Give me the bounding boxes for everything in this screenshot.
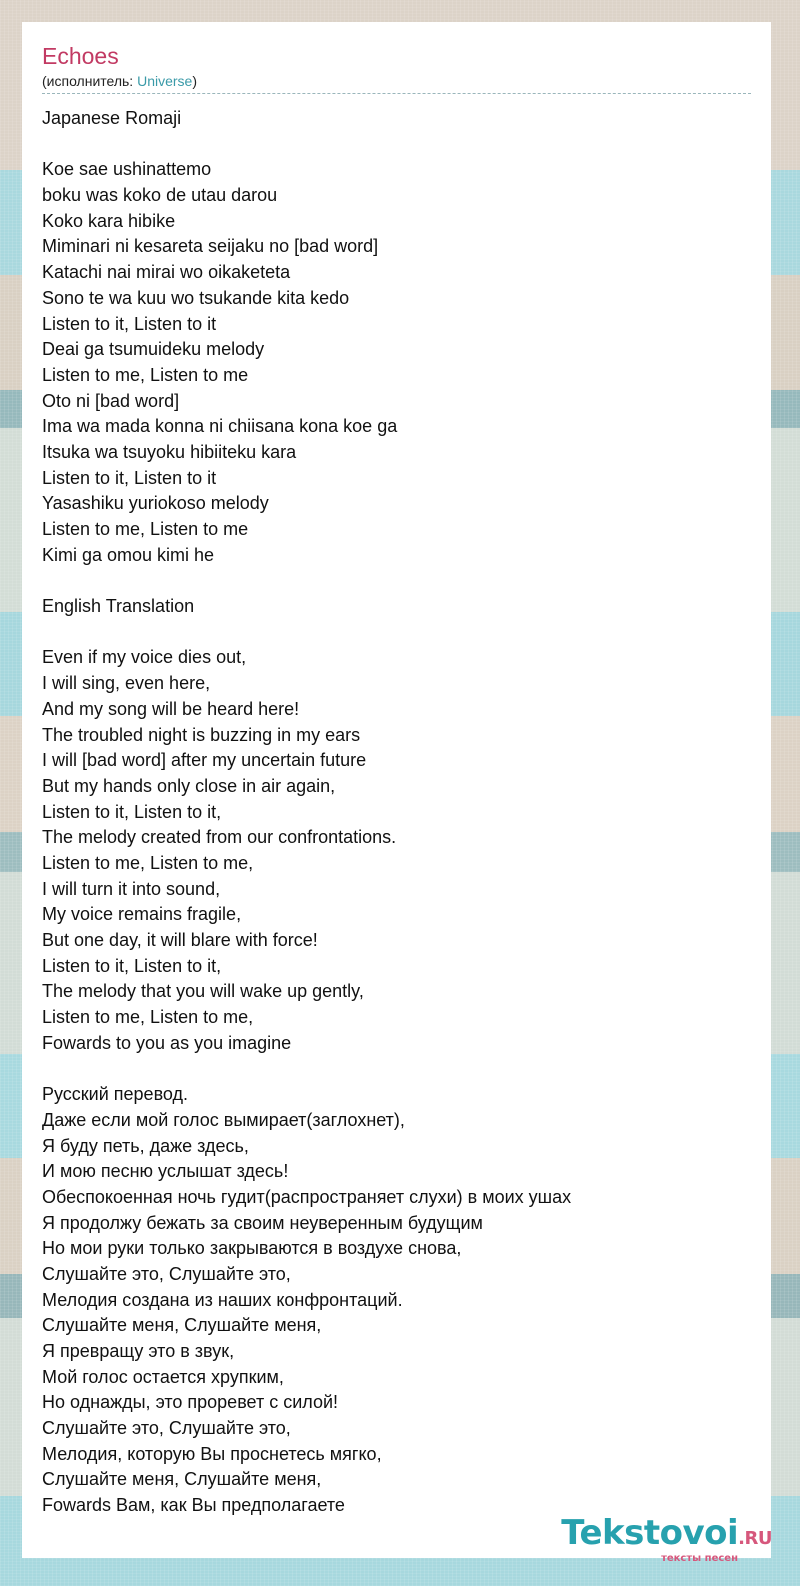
lyric-line: Listen to me, Listen to me,	[42, 852, 254, 873]
lyric-line: Katachi nai mirai wo oikaketeta	[42, 262, 291, 283]
lyric-line: Но мои руки только закрываются в воздухе снова,	[42, 1238, 462, 1259]
logo-tagline: тексты песен	[661, 1553, 738, 1564]
lyric-line	[42, 620, 751, 646]
lyric-line: Fowards to you as you imagine	[42, 1032, 292, 1053]
lyric-line: But my hands only close in air again,	[42, 775, 336, 796]
lyric-line: И мою песню услышат здесь!	[42, 1161, 289, 1182]
artist-link[interactable]: Universe	[137, 73, 193, 89]
lyric-line: Мой голос остается хрупким,	[42, 1366, 284, 1387]
logo-tld: .RU	[738, 1528, 772, 1549]
lyric-line: I will [bad word] after my uncertain future	[42, 750, 367, 771]
lyric-line: Мелодия, которую Вы проснетесь мягко,	[42, 1443, 382, 1464]
lyric-line: Sono te wa kuu wo tsukande kita kedo	[42, 287, 350, 308]
lyric-line: Koko kara hibike	[42, 210, 176, 231]
logo-text: Tekstovoi	[561, 1513, 739, 1553]
artist-line	[42, 72, 751, 94]
lyric-line: Listen to it, Listen to it,	[42, 801, 222, 822]
lyric-line: Listen to me, Listen to me	[42, 364, 249, 385]
lyric-line: Ima wa mada konna ni chiisana kona koe ga	[42, 416, 398, 437]
lyric-line: Japanese Romaji	[42, 108, 182, 128]
lyric-line	[42, 568, 751, 594]
lyric-line: Слушайте это, Слушайте это,	[42, 1263, 291, 1284]
lyric-line: And my song will be heard here!	[42, 698, 300, 719]
site-logo[interactable]	[561, 1515, 772, 1564]
lyric-line: Русский перевод.	[42, 1084, 189, 1105]
lyric-line: Слушайте меня, Слушайте меня,	[42, 1469, 322, 1490]
lyric-line: Listen to me, Listen to me,	[42, 1007, 254, 1028]
artist-prefix: (исполнитель:	[42, 73, 138, 89]
lyric-line: Koe sae ushinattemo	[42, 159, 212, 180]
lyric-line: Даже если мой голос вымирает(заглохнет),	[42, 1109, 405, 1130]
lyric-line: Но однажды, это проревет с силой!	[42, 1392, 339, 1413]
lyric-line: But one day, it will blare with force!	[42, 930, 318, 950]
lyric-line: boku was koko de utau darou	[42, 185, 278, 206]
lyric-line: Обеспокоенная ночь гудит(распространяет слухи) в моих ушах	[42, 1186, 572, 1207]
lyric-line: English Translation	[42, 596, 195, 617]
lyric-line: Deai ga tsumuideku melody	[42, 339, 265, 360]
lyrics-card	[22, 22, 771, 1558]
artist-suffix: )	[192, 73, 198, 89]
lyric-line: The troubled night is buzzing in my ears	[42, 724, 361, 745]
lyric-line: Yasashiku yuriokoso melody	[42, 493, 269, 514]
lyric-line: The melody that you will wake up gently,	[42, 981, 364, 1002]
lyric-line: Kimi ga omou kimi he	[42, 544, 215, 565]
lyric-line: Fowards Вам, как Вы предполагаете	[42, 1495, 345, 1516]
lyric-line: Я превращу это в звук,	[42, 1341, 235, 1361]
song-title: Echoes	[42, 43, 119, 69]
lyric-line: I will turn it into sound,	[42, 878, 221, 899]
lyric-line: Listen to it, Listen to it	[42, 313, 217, 334]
lyric-line: Even if my voice dies out,	[42, 647, 247, 668]
lyrics-body	[42, 106, 751, 1519]
lyric-line: Мелодия создана из наших конфронтаций.	[42, 1289, 403, 1310]
lyric-line: Listen to it, Listen to it,	[42, 955, 222, 976]
lyric-line: I will sing, even here,	[42, 673, 211, 694]
lyric-line: Listen to it, Listen to it	[42, 467, 217, 488]
lyric-line: Miminari ni kesareta seijaku no [bad word]	[42, 236, 379, 257]
lyric-line: Я продолжу бежать за своим неуверенным будущим	[42, 1212, 483, 1233]
lyric-line: Listen to me, Listen to me	[42, 519, 249, 539]
lyric-line: Я буду петь, даже здесь,	[42, 1135, 249, 1156]
lyric-line: Слушайте меня, Слушайте меня,	[42, 1315, 322, 1336]
lyric-line	[42, 1056, 751, 1082]
lyric-line	[42, 132, 751, 158]
lyric-line: Itsuka wa tsuyoku hibiiteku kara	[42, 441, 297, 462]
lyric-line: My voice remains fragile,	[42, 904, 242, 925]
lyric-line: Oto ni [bad word]	[42, 390, 180, 411]
lyric-line: Слушайте это, Слушайте это,	[42, 1418, 291, 1439]
lyric-line: The melody created from our confrontations.	[42, 827, 397, 848]
